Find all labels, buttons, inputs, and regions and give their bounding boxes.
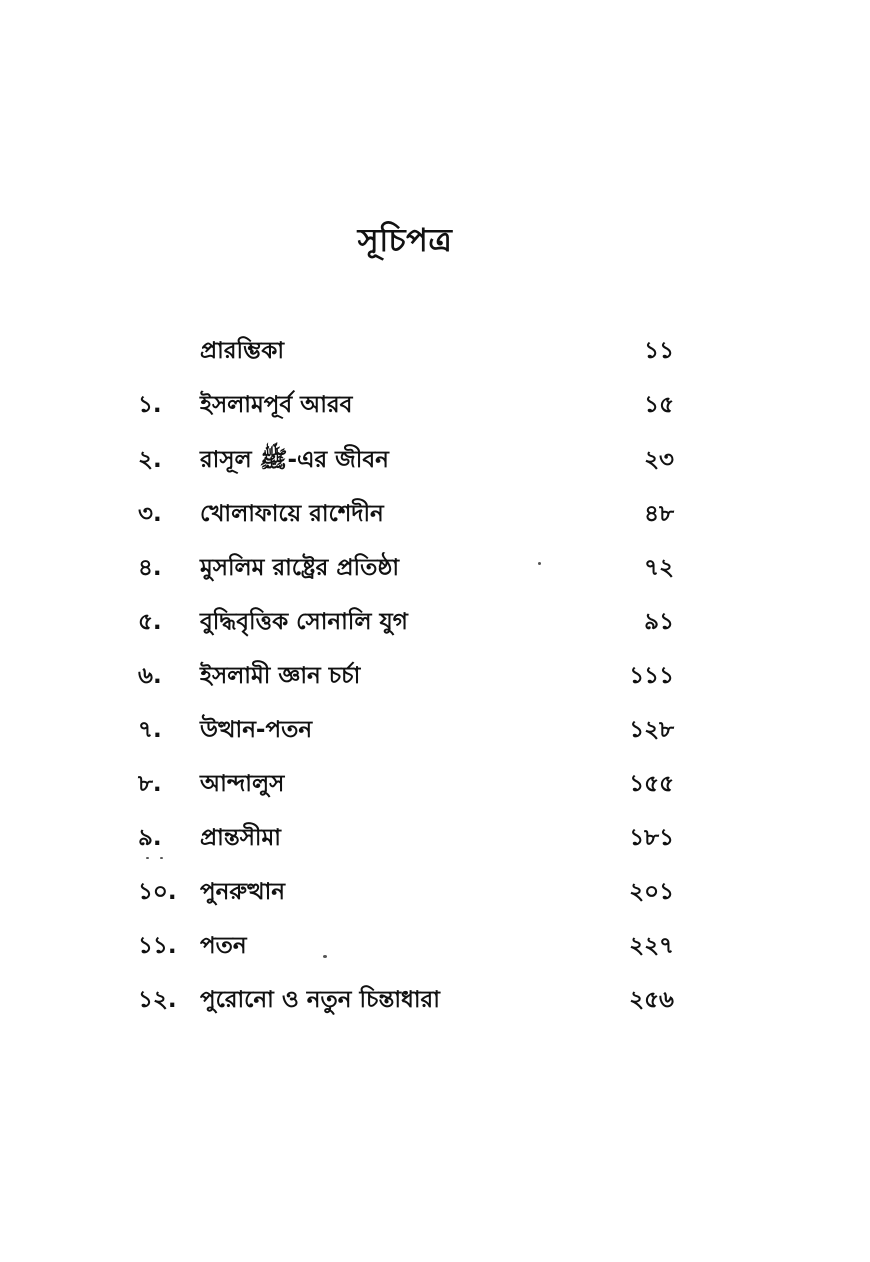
toc-entry xyxy=(0,332,870,372)
toc-entry xyxy=(0,765,870,805)
toc-entry xyxy=(0,549,870,589)
entry-number: ৬. xyxy=(138,663,162,689)
entry-title: বুদ্ধিবৃত্তিক সোনালি যুগ xyxy=(200,609,408,635)
toc-entry xyxy=(0,495,870,535)
toc-entry xyxy=(0,603,870,643)
entry-page: ১৮১ xyxy=(629,825,674,851)
entry-title: আন্দালুস xyxy=(200,771,285,797)
toc-entry xyxy=(0,386,870,426)
entry-number: ১১. xyxy=(138,933,177,959)
entry-title: রাসূল ﷺ-এর জীবন xyxy=(200,447,389,473)
toc-entry xyxy=(0,981,870,1021)
entry-number: ১০. xyxy=(138,879,177,905)
entry-page: ২০১ xyxy=(629,879,674,905)
entry-number: ১. xyxy=(138,392,162,418)
scan-speck xyxy=(538,562,541,565)
toc-entry xyxy=(0,819,870,859)
scan-speck xyxy=(160,857,163,859)
page-title: সূচিপত্র xyxy=(357,221,453,259)
entry-title: মুসলিম রাষ্ট্রের প্রতিষ্ঠা xyxy=(200,555,399,581)
toc-entry xyxy=(0,711,870,751)
scan-speck xyxy=(323,955,327,958)
entry-number: ৮. xyxy=(138,771,162,797)
entry-number: ৭. xyxy=(138,717,162,743)
toc-entry xyxy=(0,873,870,913)
entry-title: প্রারম্ভিকা xyxy=(200,338,285,364)
entry-page: ১১১ xyxy=(629,663,674,689)
entry-page: ১৫ xyxy=(644,392,674,418)
entry-title: পতন xyxy=(200,933,247,959)
scan-speck xyxy=(146,857,149,859)
entry-number: ২. xyxy=(138,447,162,473)
entry-page: ৪৮ xyxy=(644,501,674,527)
entry-page: ৭২ xyxy=(644,555,674,581)
entry-page: ১৫৫ xyxy=(629,771,674,797)
entry-number: ৫. xyxy=(138,609,162,635)
entry-page: ২২৭ xyxy=(629,933,674,959)
entry-page: ১১ xyxy=(644,338,674,364)
entry-number: ৯. xyxy=(138,825,162,851)
entry-title: খোলাফায়ে রাশেদীন xyxy=(200,501,384,527)
entry-number: ১২. xyxy=(138,987,177,1013)
entry-title: উত্থান-পতন xyxy=(200,717,313,743)
toc-entry xyxy=(0,927,870,967)
toc-entry xyxy=(0,657,870,697)
entry-title: পুরোনো ও নতুন চিন্তাধারা xyxy=(200,987,440,1013)
entry-title: পুনরুত্থান xyxy=(200,879,286,905)
entry-number: ৩. xyxy=(138,501,162,527)
entry-title: প্রান্তসীমা xyxy=(200,825,281,851)
entry-title: ইসলামপূর্ব আরব xyxy=(200,392,353,418)
entry-number: ৪. xyxy=(138,555,162,581)
entry-page: ৯১ xyxy=(644,609,674,635)
entry-page: ১২৮ xyxy=(629,717,674,743)
entry-title: ইসলামী জ্ঞান চর্চা xyxy=(200,663,361,689)
toc-entry xyxy=(0,441,870,481)
entry-page: ২৩ xyxy=(644,447,674,473)
entry-page: ২৫৬ xyxy=(629,987,674,1013)
